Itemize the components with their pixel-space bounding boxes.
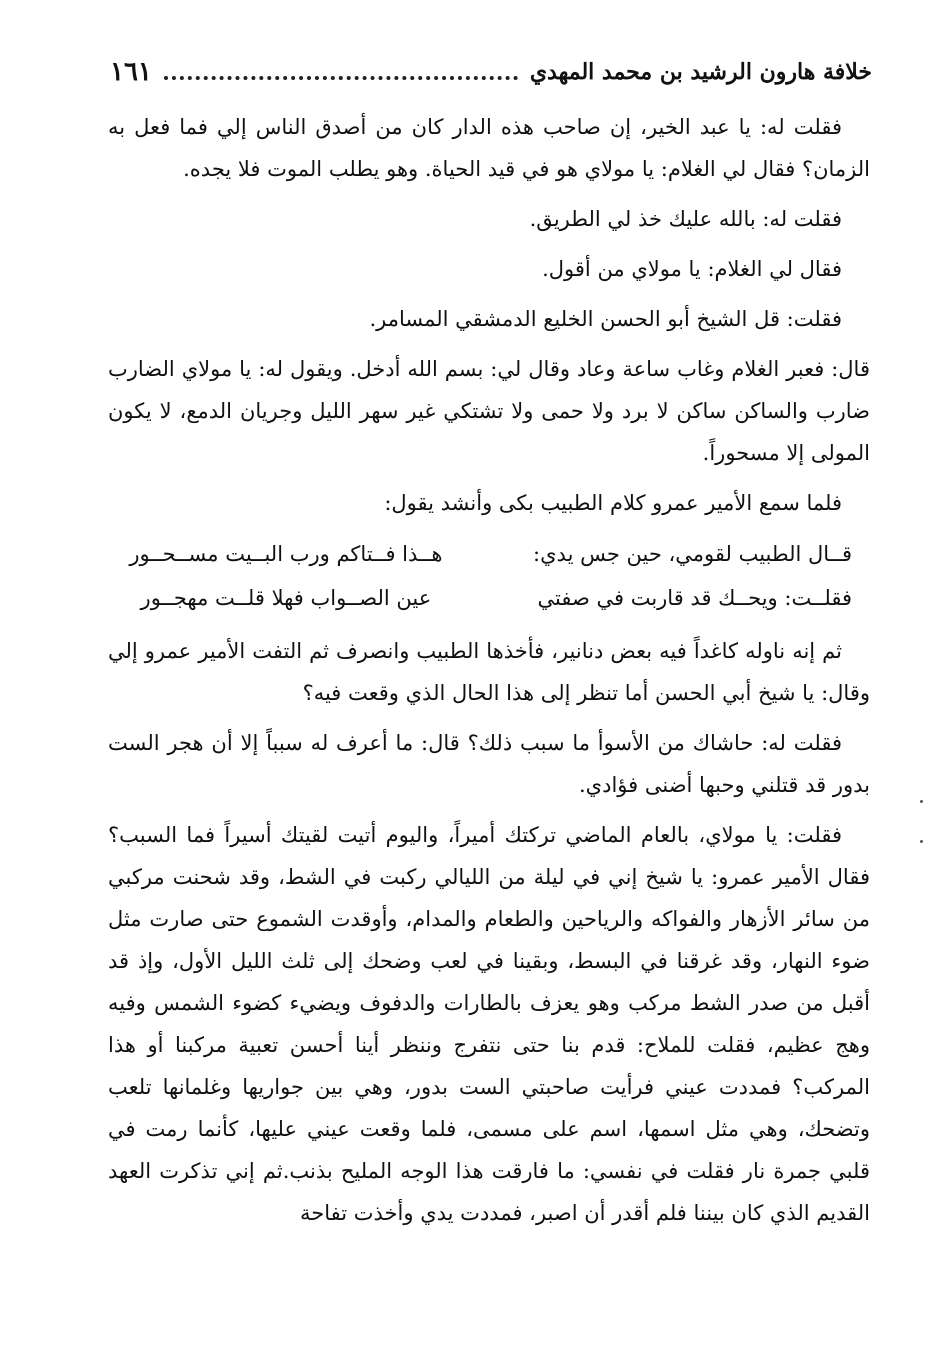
paragraph: قال: فعبر الغلام وغاب ساعة وعاد وقال لي: بسم الله أدخل. ويقول له: يا مولاي الضارب ضارب والساكن ساكن لا برد ولا حمى ولا تشتكي غير سهر الليل وجريان الدمع، لا يكون المولى إلا مسحوراً.	[108, 357, 870, 465]
paragraph: فقلت له: حاشاك من الأسوأ ما سبب ذلك؟ قال: ما أعرف له سبباً إلا أن هجر الست بدور قد قتلني وحبها أضنى فؤادي.	[108, 731, 870, 797]
page-body	[108, 106, 870, 1242]
paragraph: فقلت له: بالله عليك خذ لي الطريق.	[529, 207, 842, 231]
scan-speck	[920, 800, 923, 803]
scan-speck	[920, 840, 923, 843]
paragraph: فقلت: يا مولاي، بالعام الماضي تركتك أميراً، واليوم أتيت لقيتك أسيراً فما السبب؟ فقال الأمير عمرو: يا شيخ إني في ليلة من الليالي ركبت في الشط، وقد شحنت مركبي من سائر الأزهار والفواكه والرياحين والطعام والمدام، وأوقدت الشموع حتى صارت مثل ضوء النهار، وقد غرقنا في البسط، وبقينا في لعب وضحك إلى ثلث الليل الأول، وإذ قد أقبل من صدر الشط مركب وهو يعزف بالطارات والدفوف ويضيء كضوء الشمس وفيه وهج عظيم، فقلت للملاح: قدم بنا حتى نتفرج وننظر أينا أحسن تعبية مركبنا أو هذا المركب؟ فمددت عيني فرأيت صاحبتي الست بدور، وهي بين جواريها وغلمانها تلعب وتضحك، وهي مثل اسمها، اسم على مسمى، فلما وقعت عيني عليها، كأنما رمت في قلبي جمرة نار فقلت في نفسي: ما فارقت هذا الوجه المليح بذنب.ثم إني تذكرت العهد القديم الذي كان بيننا فلم أقدر أن اصبر، فمددت يدي وأخذت تفاحة	[108, 823, 870, 1225]
poem-verses	[108, 532, 870, 620]
paragraph: ثم إنه ناوله كاغداً فيه بعض دنانير، فأخذها الطبيب وانصرف ثم التفت الأمير عمرو إلي وقال: يا شيخ أبي الحسن أما تنظر إلى هذا الحال الذي وقعت فيه؟	[108, 639, 870, 705]
paragraph: فلما سمع الأمير عمرو كلام الطبيب بكى وأنشد يقول:	[384, 491, 842, 515]
verse-second-hemistich: هــذا فــتاكم ورب البــيت مســحــور	[129, 542, 443, 566]
verse-line	[108, 532, 870, 576]
verse-first-hemistich: قــال الطبيب لقومي، حين جس يدي:	[533, 542, 852, 566]
verse-second-hemistich: عين الصــواب فهلا قلــت مهجــور	[140, 586, 432, 610]
running-header	[110, 50, 872, 94]
paragraph: فقلت: قل الشيخ أبو الحسن الخليع الدمشقي المسامر.	[369, 307, 842, 331]
paragraph: فقلت له: يا عبد الخير، إن صاحب هذه الدار كان من أصدق الناس إلي فما فعل به الزمان؟ فقال لي الغلام: يا مولاي هو في قيد الحياة. وهو يطلب الموت فلا يجده.	[108, 115, 870, 181]
paragraph: فقال لي الغلام: يا مولاي من أقول.	[542, 257, 842, 281]
chapter-title: خلافة هارون الرشيد بن محمد المهدي	[529, 59, 872, 85]
verse-line	[108, 576, 870, 620]
verse-first-hemistich: فقلــت: ويحــك قد قاربت في صفتي	[537, 586, 852, 610]
page-number: ١٦١	[110, 57, 152, 87]
header-dot-leader	[164, 76, 518, 80]
